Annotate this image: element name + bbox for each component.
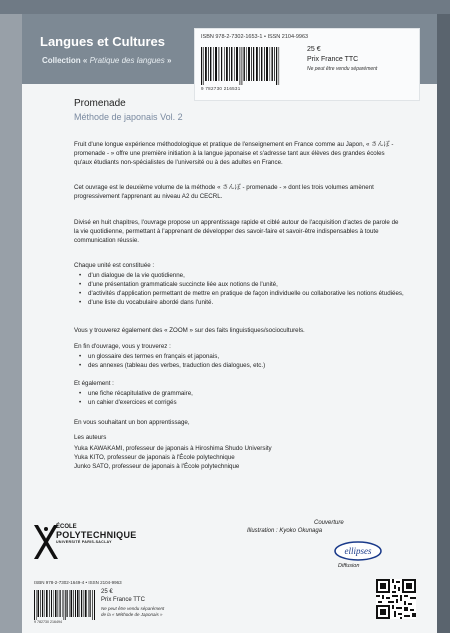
paragraph: Chaque unité est constituée : [74, 262, 155, 269]
price-label: Prix France TTC [307, 56, 359, 63]
paragraph: Divisé en huit chapitres, l'ouvrage propose un apprentissage rapide et ciblé autour de l'acquisition d'actes de parole de la vie quotidienne, permettant à l'apprenant de développer des savoir-faire et savoir-être indispensables à toute communication réussie. [74, 219, 399, 244]
left-strip [0, 14, 22, 633]
paragraph: En vous souhaitant un bon apprentissage, [74, 419, 190, 426]
list-item: • un glossaire des termes en français et japonais, [74, 353, 404, 362]
unit-contents-list [74, 272, 404, 308]
cover-credit: Couverture [314, 520, 344, 526]
barcode-icon [201, 47, 281, 85]
paragraph: Et également : [74, 380, 114, 387]
paragraph: Vous y trouverez également des « ZOOM » sur des faits linguistiques/socioculturels. [74, 327, 305, 334]
series-collection: Collection « Pratique des langues » [42, 56, 172, 65]
list-item: • d'une présentation grammaticale succincte liée aux notions de l'unité, [74, 281, 404, 290]
right-strip [437, 14, 450, 633]
price-note: Ne peut être vendu séparément [307, 66, 378, 72]
series-title: Langues et Cultures [40, 34, 165, 49]
paragraph: En fin d'ouvrage, vous y trouverez : [74, 343, 171, 350]
qr-code-icon [376, 579, 416, 619]
paragraph: Fruit d'une longue expérience méthodologique et pratique de l'enseignement en France comme au Japon, « さんぽ - promenade - » offre une première initiation à la langue japonaise et s'adresse tant aux élèves des grandes écoles qu'aux étudiants non-spécialistes de l'université ou à des adultes en France. [74, 141, 394, 166]
isbn-line: ISBN 978-2-7302-1653-1 • ISSN 2104-9963 [201, 34, 309, 40]
collection-name: Pratique des langues [89, 56, 165, 65]
bottom-price-note: de la « Méthode de Japonais » [101, 612, 163, 617]
list-item: • d'activités d'application permettant de mettre en pratique de façon individuelle ou collaborative les notions étudiées, [74, 290, 404, 299]
distribution-label: Diffusion [338, 563, 360, 569]
bottom-isbn-line: ISBN 978-2-7302-1649-4 • ISSN 2104-9963 [34, 580, 122, 585]
author: Junko SATO, professeur de japonais à l'École polytechnique [74, 462, 240, 470]
ellipses-logo-icon [334, 541, 382, 561]
barcode-number: 9 782730 216531 [201, 86, 241, 91]
bottom-price: 25 € [101, 589, 113, 595]
list-item: • une fiche récapitulative de grammaire, [74, 390, 404, 399]
price: 25 € [307, 46, 321, 53]
appendix-list [74, 353, 404, 371]
bottom-price-label: Prix France TTC [101, 597, 145, 603]
list-item: • d'un dialogue de la vie quotidienne, [74, 272, 404, 281]
barcode-icon [34, 590, 96, 620]
author: Yuka KAWAKAMI, professeur de japonais à Hiroshima Shudo University [74, 445, 272, 452]
publisher-name: ellipses [344, 546, 372, 556]
bottom-price-note: Ne peut être vendu séparément [101, 606, 165, 611]
list-item: • un cahier d'exercices et corrigés [74, 399, 404, 408]
author: Yuka KITO, professeur de japonais à l'École polytechnique [74, 453, 235, 461]
list-item: • des annexes (tableau des verbes, traduction des dialogues, etc.) [74, 362, 404, 371]
back-cover [22, 14, 437, 633]
logo-text: ÉCOLE POLYTECHNIQUE UNIVERSITÉ PARIS-SACLAY [56, 524, 137, 544]
extras-list [74, 390, 404, 408]
illustration-credit: Illustration : Kyoko Okunaga [247, 528, 323, 534]
paragraph: Cet ouvrage est le deuxième volume de la méthode « さんぽ - promenade - » dont les trois volumes amènent progressivement l'apprenant au niveau A2 du CECRL. [74, 184, 374, 200]
bottom-barcode-number: 9 782730 216494 [34, 620, 62, 624]
book-subtitle: Méthode de japonais Vol. 2 [74, 112, 183, 122]
price-sticker [194, 28, 420, 101]
paragraph: Les auteurs [74, 434, 107, 441]
book-title: Promenade [74, 98, 126, 109]
list-item: • d'une liste du vocabulaire abordé dans l'unité. [74, 299, 404, 308]
authors-list [74, 445, 272, 472]
